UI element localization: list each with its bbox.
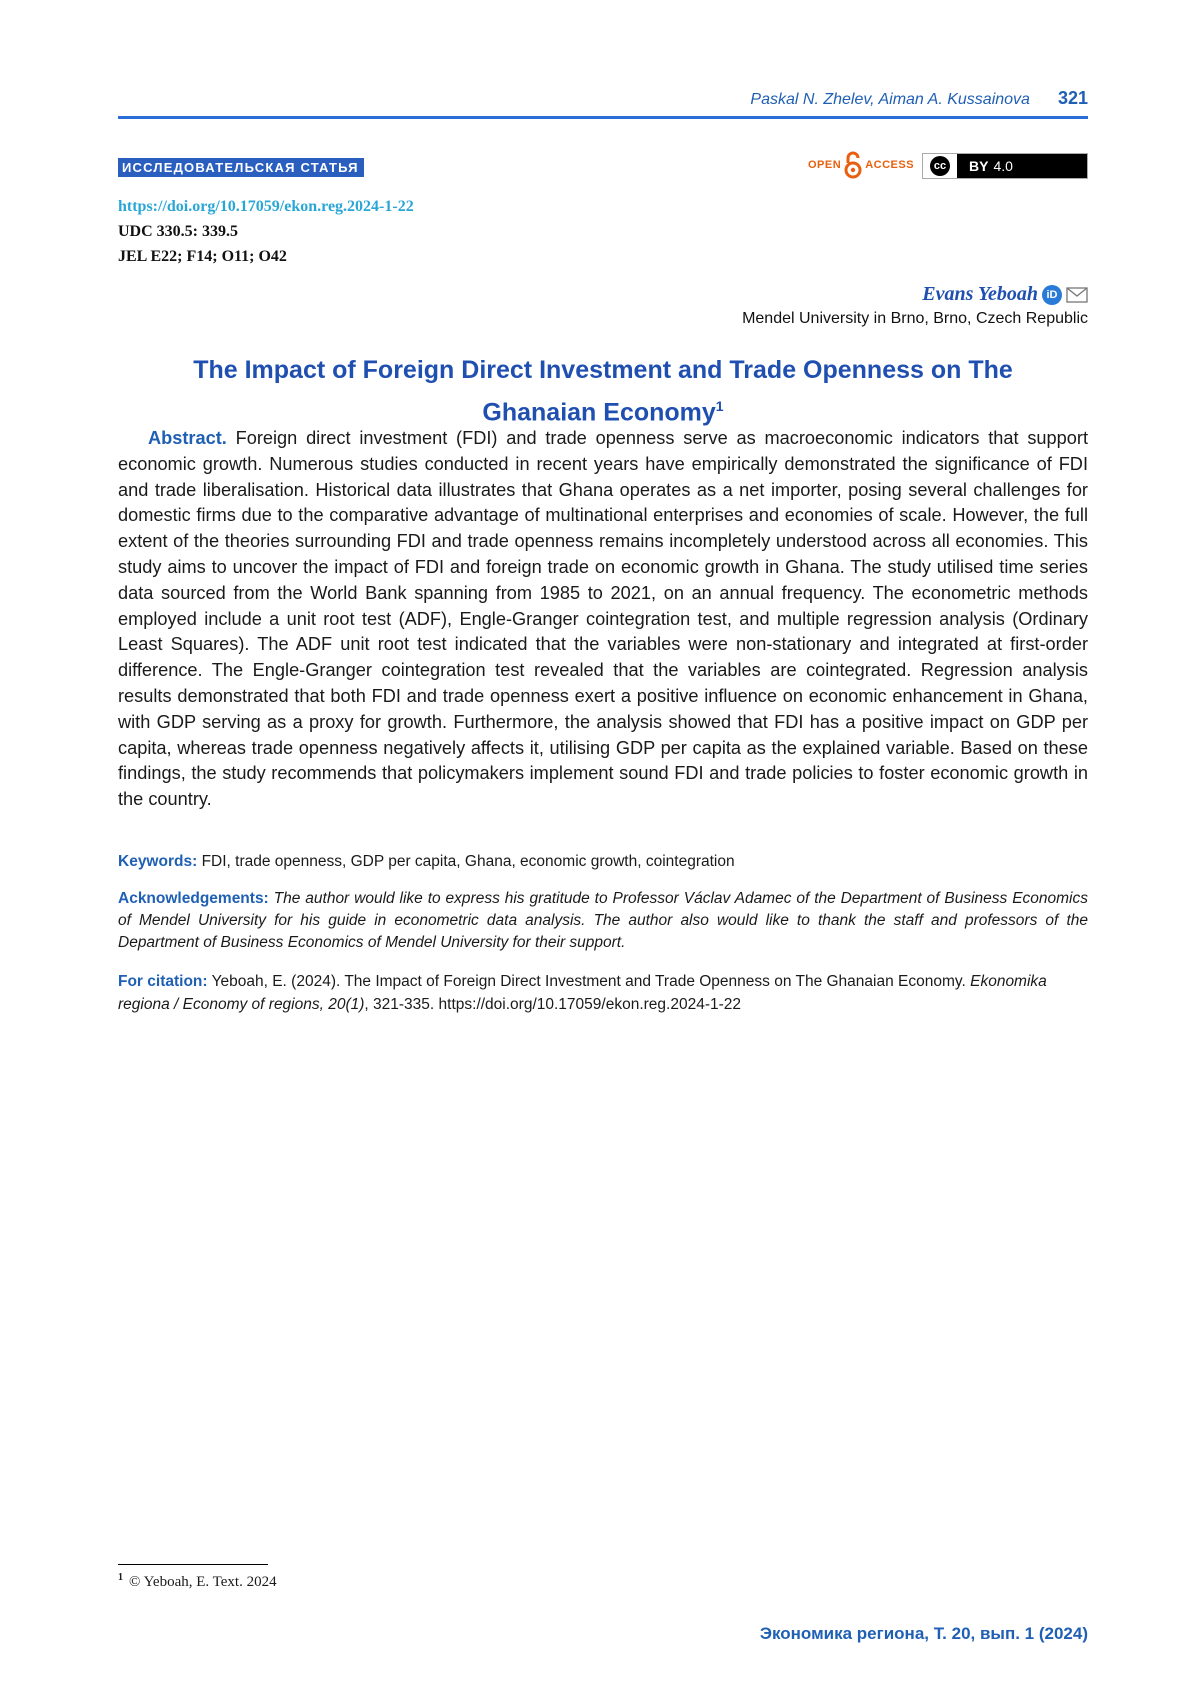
article-page <box>118 0 1088 1699</box>
citation-text: Yeboah, E. (2024). The Impact of Foreign Direct Investment and Trade Openness on The Ghanaian Economy. <box>211 973 966 990</box>
footnote-rule <box>118 1564 268 1565</box>
cc-version: 4.0 <box>993 158 1013 174</box>
citation-label: For citation: <box>118 973 208 990</box>
email-icon[interactable] <box>1066 287 1088 303</box>
article-title <box>158 352 1048 430</box>
cc-logo-text: cc <box>930 156 950 176</box>
jel-codes: JEL E22; F14; O11; O42 <box>118 248 287 265</box>
open-lock-icon <box>843 151 863 179</box>
footnote <box>118 1572 277 1591</box>
cc-license-badge <box>922 153 1088 179</box>
running-head <box>750 88 1088 109</box>
footnote-text: © Yeboah, E. Text. 2024 <box>129 1574 277 1590</box>
open-access-open: OPEN <box>808 159 842 171</box>
citation <box>118 970 1088 1016</box>
abstract-text: Foreign direct investment (FDI) and trade openness serve as macroeconomic indicators that support economic growth. Numerous studies conducted in recent years have empirically demonstrated the significance of FDI and trade liberalisation. Historical data illustrates that Ghana operates as a net importer, posing several challenges for domestic firms due to the comparative advantage of multinational enterprises and economies of scale. However, the full extent of the theories surrounding FDI and trade openness remains incompletely understood across all economies. This study aims to uncover the impact of FDI and foreign trade on economic growth in Ghana. The study utilised time series data sourced from the World Bank spanning from 1985 to 2021, on an annual frequency. The econometric methods employed include a unit root test (ADF), Engle-Granger cointegration test, and multiple regression analysis (Ordinary Least Squares). The ADF unit root test indicated that the variables were non-stationary and integrated at first-order difference. The Engle-Granger cointegration test revealed that the variables are cointegrated. Regression analysis results demonstrated that both FDI and trade openness exert a positive influence on economic enhancement in Ghana, with GDP serving as a proxy for growth. Furthermore, the analysis showed that FDI has a positive impact on GDP per capita, whereas trade openness negatively affects it, utilising GDP per capita as the explained variable. Based on these findings, the study recommends that policymakers implement sound FDI and trade policies to foster economic growth in the country. <box>118 428 1088 810</box>
open-access-logo <box>808 151 914 179</box>
cc-by-label: BY <box>969 158 989 174</box>
author-name: Evans Yeboah <box>922 283 1038 305</box>
keywords-text: FDI, trade openness, GDP per capita, Ghana, economic growth, cointegration <box>201 853 735 870</box>
doi-link[interactable]: https://doi.org/10.17059/ekon.reg.2024-1-22 <box>118 198 414 215</box>
open-access-access: ACCESS <box>865 159 915 171</box>
author-affiliation: Mendel University in Brno, Brno, Czech Republic <box>742 310 1088 327</box>
keywords <box>118 853 1088 871</box>
abstract <box>118 426 1088 813</box>
citation-pages-doi: , 321-335. https://doi.org/10.17059/ekon.reg.2024-1-22 <box>364 996 742 1013</box>
orcid-icon[interactable]: iD <box>1042 285 1062 305</box>
running-head-authors: Paskal N. Zhelev, Aiman A. Kussainova <box>750 91 1030 108</box>
header-rule <box>118 116 1088 119</box>
abstract-label: Abstract. <box>148 428 227 448</box>
title-footnote-mark: 1 <box>715 398 724 414</box>
article-meta <box>118 194 414 269</box>
citation-journal: Ekonomika regiona / Economy of regions, 20(1) <box>118 973 1047 1013</box>
footnote-mark: 1 <box>118 1572 123 1583</box>
page-number: 321 <box>1057 88 1088 108</box>
article-type-badge: ИССЛЕДОВАТЕЛЬСКАЯ СТАТЬЯ <box>118 158 364 177</box>
keywords-label: Keywords: <box>118 853 198 870</box>
acknowledgements-label: Acknowledgements: <box>118 890 269 907</box>
udc-code: UDC 330.5: 339.5 <box>118 223 238 240</box>
acknowledgements <box>118 888 1088 954</box>
cc-logo-icon <box>923 154 959 178</box>
article-title-text: The Impact of Foreign Direct Investment and Trade Openness on The Ghanaian Economy <box>193 356 1013 427</box>
journal-footer: Экономика региона, Т. 20, вып. 1 (2024) <box>759 1624 1088 1643</box>
acknowledgements-text: The author would like to express his gratitude to Professor Václav Adamec of the Department of Business Economics of Mendel University for his guide in econometric data analysis. The author also would like to thank the staff and professors of the Department of Business Economics of Mendel University for their support. <box>118 890 1088 951</box>
author-block <box>742 283 1088 328</box>
